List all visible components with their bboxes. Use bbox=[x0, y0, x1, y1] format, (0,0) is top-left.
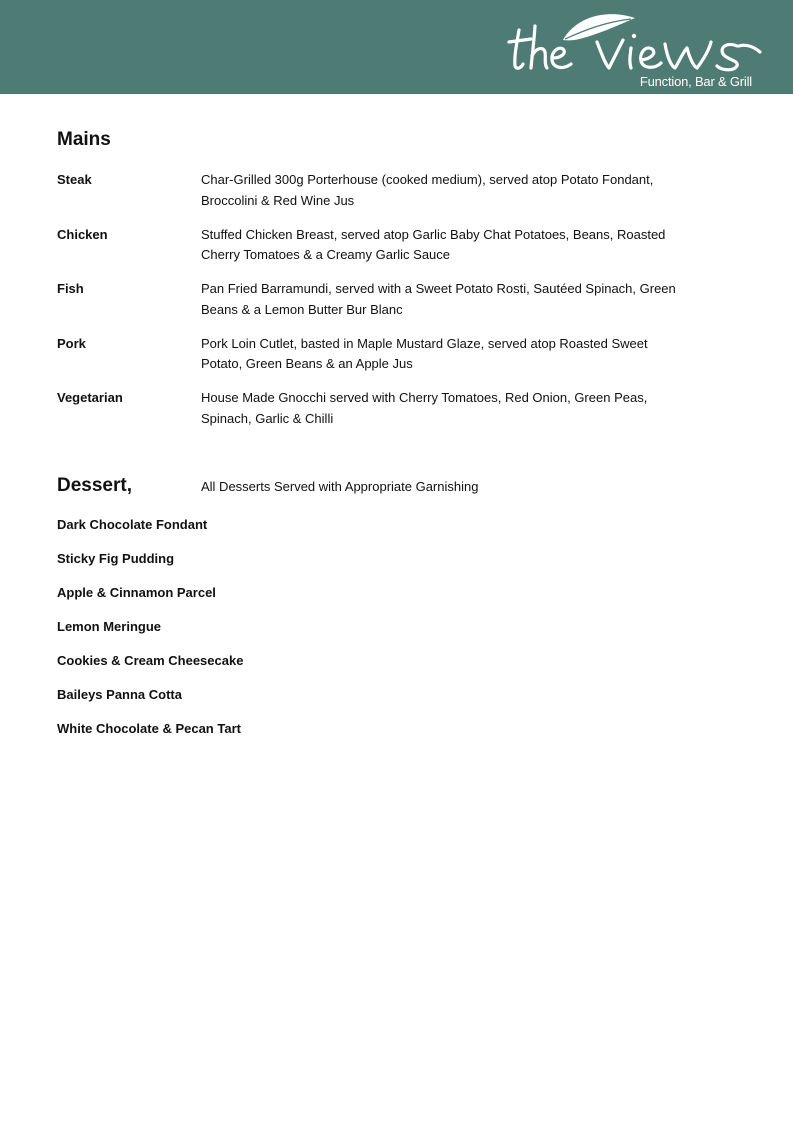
menu-item-description-line: Cherry Tomatoes & a Creamy Garlic Sauce bbox=[201, 247, 451, 262]
dessert-header-row bbox=[57, 475, 478, 497]
dessert-item: Sticky Fig Pudding bbox=[57, 551, 175, 566]
dessert-list bbox=[57, 516, 243, 754]
menu-item-description-line: Pork Loin Cutlet, basted in Maple Mustard Glaze, served atop Roasted Sweet bbox=[201, 335, 648, 351]
menu-item-vegetarian bbox=[57, 388, 737, 443]
menu-item-steak bbox=[57, 170, 737, 225]
menu-item-description bbox=[201, 388, 701, 443]
header-band bbox=[0, 0, 793, 94]
menu-item-description bbox=[201, 334, 701, 389]
menu-item-description bbox=[201, 225, 701, 280]
menu-item-pork bbox=[57, 334, 737, 389]
mains-list bbox=[57, 170, 737, 443]
menu-item-description-line: Broccolini & Red Wine Jus bbox=[201, 192, 355, 208]
menu-item-description-line: Spinach, Garlic & Chilli bbox=[201, 410, 334, 426]
menu-item-name: Chicken bbox=[57, 226, 108, 242]
mains-heading: Mains bbox=[57, 129, 111, 150]
menu-item-description-line: Potato, Green Beans & an Apple Jus bbox=[201, 356, 413, 371]
menu-item-description-line: Pan Fried Barramundi, served with a Sweet Potato Rosti, Sautéed Spinach, Green bbox=[201, 281, 676, 296]
menu-item-description-line: House Made Gnocchi served with Cherry Tomatoes, Red Onion, Green Peas, bbox=[201, 390, 648, 405]
dessert-heading: Dessert, bbox=[57, 475, 132, 496]
menu-item-fish bbox=[57, 279, 737, 334]
menu-item-chicken bbox=[57, 225, 737, 280]
menu-item-name: Pork bbox=[57, 335, 86, 351]
dessert-item: Baileys Panna Cotta bbox=[57, 687, 182, 702]
menu-item-description bbox=[201, 170, 701, 225]
menu-item-name: Steak bbox=[57, 172, 92, 187]
dessert-item: Apple & Cinnamon Parcel bbox=[57, 585, 216, 600]
logo-tagline: Function, Bar & Grill bbox=[639, 74, 752, 89]
dessert-item: Lemon Meringue bbox=[57, 619, 162, 634]
dessert-note: All Desserts Served with Appropriate Garnishing bbox=[201, 479, 479, 494]
dessert-item: Dark Chocolate Fondant bbox=[57, 517, 208, 532]
menu-item-description bbox=[201, 279, 701, 334]
menu-item-description-line: Char-Grilled 300g Porterhouse (cooked medium), served atop Potato Fondant, bbox=[201, 172, 654, 187]
the-views-logo bbox=[505, 8, 780, 92]
menu-item-description-line: Beans & a Lemon Butter Bur Blanc bbox=[201, 301, 403, 317]
leaf-script-logo-icon bbox=[505, 8, 780, 78]
menu-item-name: Vegetarian bbox=[57, 390, 123, 405]
dessert-item: Cookies & Cream Cheesecake bbox=[57, 653, 244, 668]
menu-item-name: Fish bbox=[57, 281, 84, 296]
dessert-item: White Chocolate & Pecan Tart bbox=[57, 721, 241, 736]
menu-item-description-line: Stuffed Chicken Breast, served atop Garlic Baby Chat Potatoes, Beans, Roasted bbox=[201, 226, 666, 242]
